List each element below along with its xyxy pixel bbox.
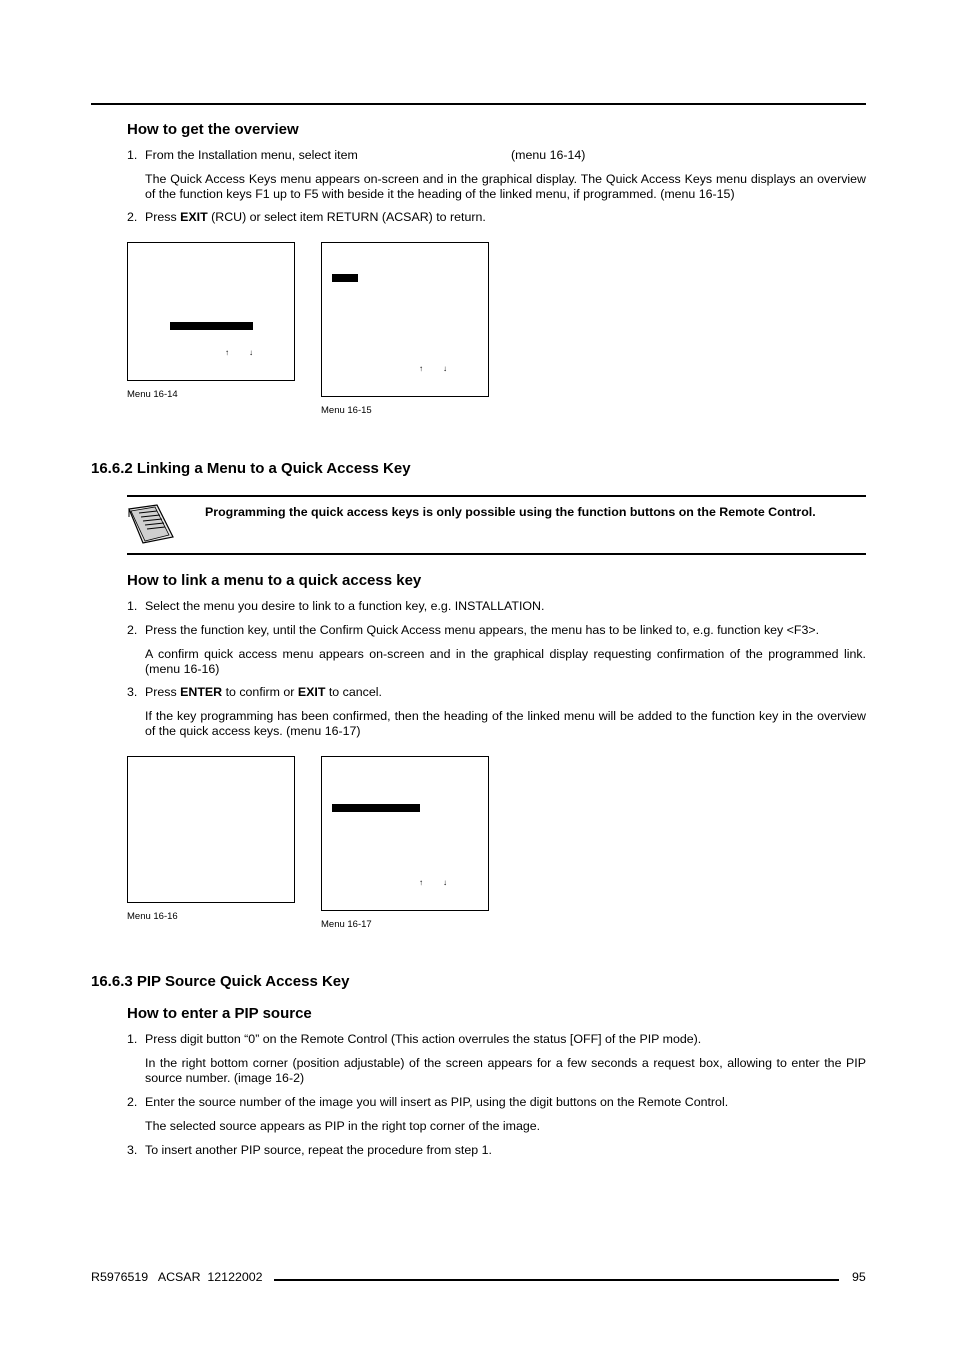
- footer-doc-id: R5976519 ACSAR 12122002: [91, 1270, 263, 1284]
- menu-16-15-caption: Menu 16-15: [321, 405, 372, 416]
- footer-page-number: 95: [852, 1270, 866, 1284]
- overview-step2-num: 2.: [127, 210, 138, 224]
- section-linking-subheading: How to link a menu to a quick access key: [127, 572, 422, 589]
- note-hand-icon: [127, 503, 175, 545]
- overview-step1-num: 1.: [127, 148, 138, 162]
- footer-rule: [274, 1279, 839, 1281]
- arrow-down-icon: ↓: [443, 878, 447, 887]
- linking-step2-num: 2.: [127, 623, 138, 637]
- arrow-up-icon: ↑: [419, 364, 423, 373]
- arrow-up-icon: ↑: [225, 348, 229, 357]
- note-text: Programming the quick access keys is only possible using the function buttons on the Remote Control.: [205, 505, 816, 519]
- arrow-down-icon: ↓: [443, 364, 447, 373]
- pip-step1-text: Press digit button “0” on the Remote Control (This action overrules the status [OFF] of the PIP mode).: [145, 1032, 702, 1046]
- note-bottom-rule: [127, 553, 866, 555]
- section-linking-heading: 16.6.2 Linking a Menu to a Quick Access Key: [91, 460, 411, 477]
- note-top-rule: [127, 495, 866, 497]
- arrow-up-icon: ↑: [419, 878, 423, 887]
- pip-step2-text: Enter the source number of the image you will insert as PIP, using the digit buttons on the Remote Control.: [145, 1095, 729, 1109]
- menu-16-16-screen: [127, 756, 295, 903]
- menu-highlight-bar: [170, 322, 253, 330]
- menu-16-15-screen: [321, 242, 489, 397]
- linking-step3-num: 3.: [127, 685, 138, 699]
- menu-16-14-caption: Menu 16-14: [127, 389, 178, 400]
- linking-step2-para: A confirm quick access menu appears on-screen and in the graphical display requesting confirmation of the programmed link. (menu 16-16): [145, 647, 866, 676]
- overview-step2: Press EXIT (RCU) or select item RETURN (ACSAR) to return.: [145, 210, 486, 224]
- linking-step1-text: Select the menu you desire to link to a function key, e.g. INSTALLATION.: [145, 599, 545, 613]
- section-pip-heading: 16.6.3 PIP Source Quick Access Key: [91, 973, 350, 990]
- linking-step1-num: 1.: [127, 599, 138, 613]
- menu-16-17-screen: [321, 756, 489, 911]
- pip-step3-text: To insert another PIP source, repeat the procedure from step 1.: [145, 1143, 492, 1157]
- arrow-down-icon: ↓: [249, 348, 253, 357]
- overview-step1-ref: (menu 16-14): [511, 148, 586, 162]
- overview-step1-text: From the Installation menu, select item: [145, 148, 358, 162]
- pip-step1-num: 1.: [127, 1032, 138, 1046]
- overview-heading: How to get the overview: [127, 121, 299, 138]
- pip-step3-num: 3.: [127, 1143, 138, 1157]
- menu-16-16-caption: Menu 16-16: [127, 911, 178, 922]
- linking-step3: Press ENTER to confirm or EXIT to cancel.: [145, 685, 382, 699]
- menu-highlight-bar: [332, 804, 420, 812]
- section-pip-subheading: How to enter a PIP source: [127, 1005, 312, 1022]
- overview-step1-para: The Quick Access Keys menu appears on-screen and in the graphical display. The Quick Access Keys menu displays an overview of the function keys F1 up to F5 with beside it the heading of the linked menu, if programmed. (menu 16-15): [145, 172, 866, 201]
- menu-16-14-screen: [127, 242, 295, 381]
- linking-step3-para: If the key programming has been confirmed, then the heading of the linked menu will be added to the function key in the overview of the quick access keys. (menu 16-17): [145, 709, 866, 738]
- top-rule: [91, 103, 866, 105]
- menu-16-17-caption: Menu 16-17: [321, 919, 372, 930]
- linking-step2-text: Press the function key, until the Confirm Quick Access menu appears, the menu has to be linked to, e.g. function key <F3>.: [145, 623, 820, 637]
- pip-step2-num: 2.: [127, 1095, 138, 1109]
- pip-step1-para: In the right bottom corner (position adjustable) of the screen appears for a few seconds a request box, allowing to enter the PIP source number. (image 16-2): [145, 1056, 866, 1085]
- menu-highlight-bar: [332, 274, 358, 282]
- pip-step2-para: The selected source appears as PIP in the right top corner of the image.: [145, 1119, 541, 1133]
